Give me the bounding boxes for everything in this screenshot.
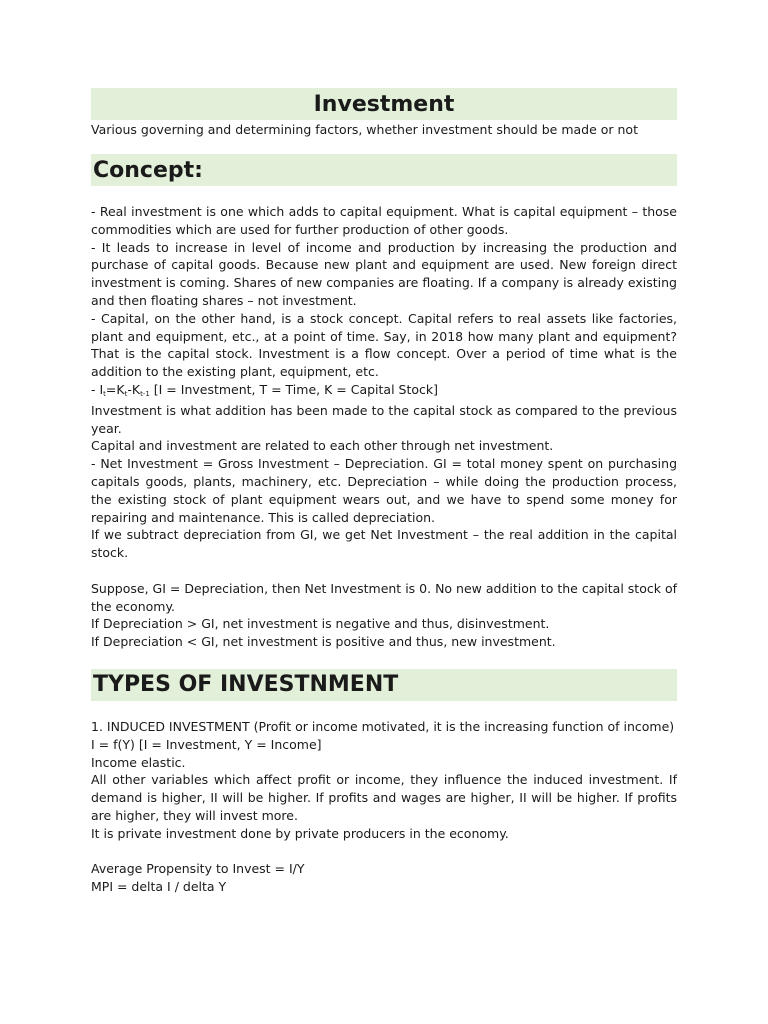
- formula-subscript: t: [103, 389, 106, 398]
- types-paragraph: All other variables which affect profit or income, they influence the induced investment. If demand is higher, II will be higher. If profits and wages are higher, II will be higher. If profits are higher, they will invest more.: [91, 772, 677, 823]
- concept-paragraph: - Net Investment = Gross Investment – Depreciation. GI = total money spent on purchasing capitals goods, plants, machinery, etc. Depreciation – while doing the production process, the existing stock of plant equipment wears out, and we have to spend some money for repairing and maintenance. This is called depreciation.: [91, 456, 677, 525]
- document-page: [91, 88, 677, 896]
- concept-paragraph: If Depreciation > GI, net investment is negative and thus, disinvestment.: [91, 616, 550, 632]
- formula-legend: [I = Investment, T = Time, K = Capital Stock]: [149, 381, 438, 397]
- types-paragraph: Average Propensity to Invest = I/Y: [91, 861, 305, 877]
- formula-subscript: t: [124, 389, 128, 398]
- types-paragraph: It is private investment done by private producers in the economy.: [91, 825, 509, 841]
- spacer: [91, 562, 677, 580]
- concept-paragraph: Suppose, GI = Depreciation, then Net Investment is 0. No new addition to the capital stock of the economy.: [91, 580, 677, 614]
- formula-prefix: - I: [91, 381, 104, 397]
- types-paragraph: MPI = delta I / delta Y: [91, 879, 227, 895]
- formula-part: =K: [105, 381, 125, 397]
- concept-body: [91, 203, 677, 651]
- concept-paragraph: - Real investment is one which adds to capital equipment. What is capital equipment – those commodities which are used for further production of other goods.: [91, 204, 677, 237]
- types-paragraph: 1. INDUCED INVESTMENT (Profit or income motivated, it is the increasing function of income): [91, 718, 675, 734]
- types-heading: TYPES OF INVESTNMENT: [93, 672, 399, 698]
- types-body: [91, 718, 677, 896]
- concept-paragraph: Investment is what addition has been made to the capital stock as compared to the previous year.: [91, 402, 677, 436]
- formula-subscript: t-1: [140, 389, 150, 398]
- concept-paragraph: - It leads to increase in level of income and production by increasing the production and purchase of capital goods. Because new plant and equipment are used. New foreign direct investment is coming. Shares of new companies are floating. If a company is already existing and then floating shares – not investment.: [91, 239, 677, 308]
- concept-paragraph: If we subtract depreciation from GI, we get Net Investment – the real addition in the capital stock.: [91, 527, 677, 561]
- title-band: [91, 88, 677, 120]
- concept-paragraph: If Depreciation < GI, net investment is positive and thus, new investment.: [91, 634, 556, 650]
- document-subtitle: Various governing and determining factors, whether investment should be made or not: [91, 122, 638, 137]
- concept-paragraph: Capital and investment are related to each other through net investment.: [91, 438, 554, 454]
- concept-paragraph: - Capital, on the other hand, is a stock concept. Capital refers to real assets like factories, plant and equipment, etc., at a point of time. Say, in 2018 how many plant and equipment? That is the capital stock. Investment is a flow concept. Over a period of time what is the addition to the existing plant, equipment, etc.: [91, 310, 677, 380]
- document-title: Investment: [313, 91, 455, 117]
- capital-formula: [91, 381, 677, 402]
- concept-heading: Concept:: [93, 157, 203, 183]
- types-heading-band: [91, 669, 677, 701]
- spacer: [91, 843, 677, 861]
- concept-heading-band: [91, 154, 677, 186]
- formula-part: -K: [127, 381, 141, 397]
- types-paragraph: Income elastic.: [91, 754, 186, 770]
- types-paragraph: I = f(Y) [I = Investment, Y = Income]: [91, 736, 322, 752]
